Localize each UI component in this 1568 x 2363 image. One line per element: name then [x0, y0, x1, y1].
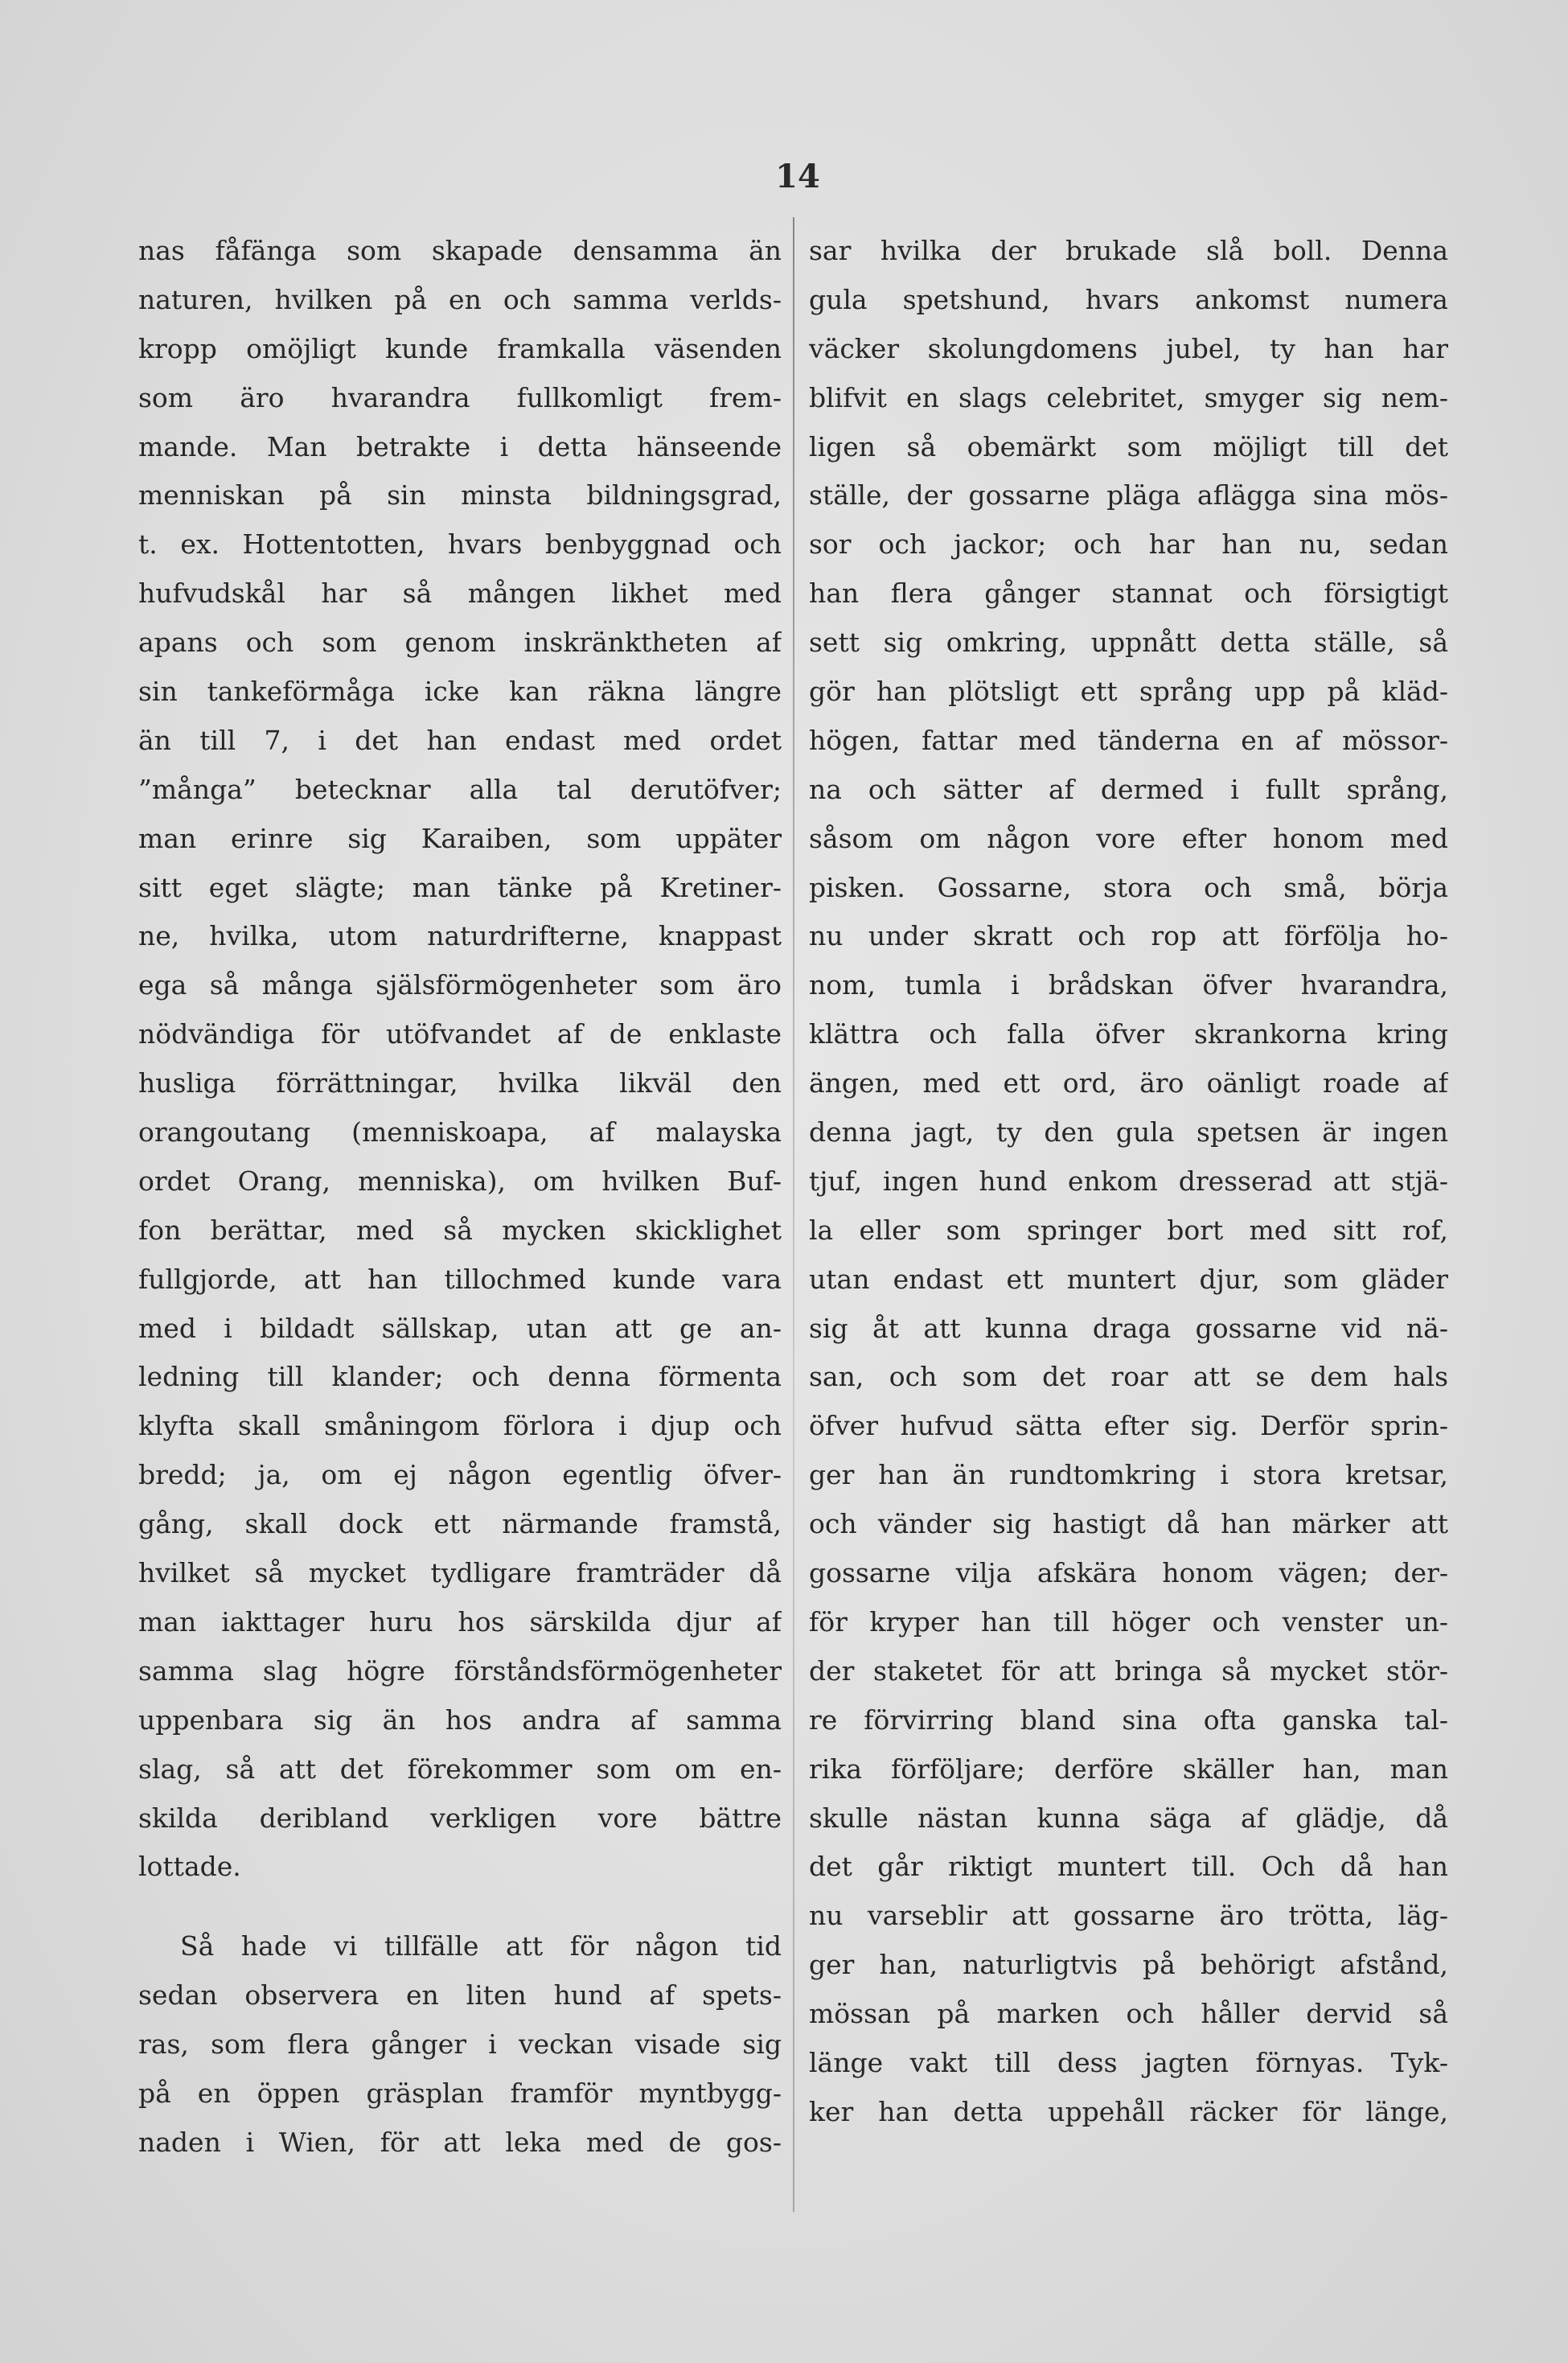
text-line: utan endast ett muntert djur, som gläder [809, 1263, 1448, 1295]
text-line: ordet Orang, menniska), om hvilken Buf- [138, 1165, 782, 1197]
text-line: denna jagt, ty den gula spetsen är ingen [809, 1116, 1448, 1149]
column-divider [793, 217, 794, 2212]
text-line: fon berättar, med så mycken skicklighet [138, 1214, 782, 1246]
text-line: ängen, med ett ord, äro oänligt roade af [809, 1067, 1448, 1099]
text-line: väcker skolungdomens jubel, ty han har [809, 332, 1448, 364]
text-line: san, och som det roar att se dem hals [809, 1361, 1448, 1393]
text-line: sedan observera en liten hund af spets- [138, 1979, 782, 2012]
text-line: öfver hufvud sätta efter sig. Derför sprin- [809, 1410, 1448, 1442]
text-line: ”många” betecknar alla tal derutöfver; [138, 773, 782, 805]
text-line: slag, så att det förekommer som om en- [138, 1753, 782, 1785]
text-line: sett sig omkring, uppnått detta ställe, så [809, 627, 1448, 659]
text-line: samma slag högre förståndsförmögenheter [138, 1654, 782, 1687]
text-line: gossarne vilja afskära honom vägen; der- [809, 1557, 1448, 1589]
text-line: ger han, naturligtvis på behörigt afstånd, [809, 1949, 1448, 1981]
text-line: husliga förrättningar, hvilka likväl den [138, 1067, 782, 1099]
page-number: 14 [775, 158, 820, 195]
text-line: rika förföljare; derföre skäller han, man [809, 1753, 1448, 1785]
text-line: tjuf, ingen hund enkom dresserad att stjä- [809, 1165, 1448, 1197]
text-line: kropp omöjligt kunde framkalla väsenden [138, 332, 782, 364]
text-line: ne, hvilka, utom naturdrifterne, knappast [138, 920, 782, 952]
text-line: ger han än rundtomkring i stora kretsar, [809, 1459, 1448, 1491]
right-column [809, 227, 1448, 2137]
text-line: uppenbara sig än hos andra af samma [138, 1703, 782, 1736]
text-line: la eller som springer bort med sitt rof, [809, 1214, 1448, 1246]
text-line: gång, skall dock ett närmande framstå, [138, 1508, 782, 1540]
paragraph [138, 227, 782, 1892]
text-line: det går riktigt muntert till. Och då han [809, 1851, 1448, 1883]
paragraph [809, 227, 1448, 2137]
text-line: gör han plötsligt ett språng upp på kläd- [809, 676, 1448, 708]
text-line: han flera gånger stannat och försigtigt [809, 577, 1448, 610]
text-line: naturen, hvilken på en och samma verlds- [138, 283, 782, 315]
text-line: Så hade vi tillfälle att för någon tid [180, 1930, 782, 1962]
text-line: mande. Man betrakte i detta hänseende [138, 430, 782, 462]
paragraph-gap [138, 1892, 782, 1922]
text-line: för kryper han till höger och venster un- [809, 1605, 1448, 1638]
text-line: re förvirring bland sina ofta ganska tal- [809, 1703, 1448, 1736]
text-line: man iakttager huru hos särskilda djur af [138, 1605, 782, 1638]
text-line: blifvit en slags celebritet, smyger sig nem- [809, 381, 1448, 413]
text-line: skulle nästan kunna säga af glädje, då [809, 1802, 1448, 1834]
text-line: lottade. [138, 1851, 241, 1883]
text-line: hvilket så mycket tydligare framträder då [138, 1557, 782, 1589]
text-line: sar hvilka der brukade slå boll. Denna [809, 235, 1448, 266]
text-line: ega så många själsförmögenheter som äro [138, 969, 782, 1001]
text-line: sin tankeförmåga icke kan räkna längre [138, 676, 782, 708]
text-line: ställe, der gossarne pläga aflägga sina mös- [809, 479, 1448, 512]
text-line: på en öppen gräsplan framför myntbygg- [138, 2077, 782, 2109]
text-line: ker han detta uppehåll räcker för länge, [809, 2095, 1448, 2127]
paragraph [138, 1922, 782, 2167]
left-column [138, 227, 782, 2168]
text-line: klättra och falla öfver skrankorna kring [809, 1018, 1448, 1050]
text-line: hufvudskål har så mången likhet med [138, 577, 782, 610]
text-line: nödvändiga för utöfvandet af de enklaste [138, 1018, 782, 1050]
text-line: som äro hvarandra fullkomligt frem- [138, 381, 782, 413]
text-line: och vänder sig hastigt då han märker att [809, 1508, 1448, 1540]
text-line: na och sätter af dermed i fullt språng, [809, 773, 1448, 805]
text-line: nom, tumla i brådskan öfver hvarandra, [809, 969, 1448, 1001]
text-line: der staketet för att bringa så mycket stör- [809, 1654, 1448, 1687]
text-line: man erinre sig Karaiben, som uppäter [138, 822, 782, 854]
text-line: mössan på marken och håller dervid så [809, 1998, 1448, 2030]
text-line: fullgjorde, att han tillochmed kunde vara [138, 1263, 782, 1295]
text-line: såsom om någon vore efter honom med [809, 822, 1448, 854]
text-line: nu under skratt och rop att förfölja ho- [809, 920, 1448, 952]
text-line: gula spetshund, hvars ankomst numera [809, 283, 1448, 315]
text-line: nas fåfänga som skapade densamma än [138, 235, 782, 266]
text-line: ligen så obemärkt som möjligt till det [809, 430, 1448, 462]
text-line: nu varseblir att gossarne äro trötta, läg- [809, 1900, 1448, 1932]
text-line: länge vakt till dess jagten förnyas. Tyk- [809, 2046, 1448, 2078]
text-line: menniskan på sin minsta bildningsgrad, [138, 479, 782, 512]
text-line: sig åt att kunna draga gossarne vid nä- [809, 1312, 1448, 1344]
text-line: ras, som flera gånger i veckan visade sig [138, 2028, 782, 2061]
text-line: apans och som genom inskränktheten af [138, 627, 782, 659]
text-line: naden i Wien, för att leka med de gos- [138, 2126, 782, 2158]
text-line: t. ex. Hottentotten, hvars benbyggnad och [138, 528, 782, 561]
text-line: skilda deribland verkligen vore bättre [138, 1802, 782, 1834]
text-line: med i bildadt sällskap, utan att ge an- [138, 1312, 782, 1344]
text-line: högen, fattar med tänderna en af mössor- [809, 724, 1448, 756]
text-line: pisken. Gossarne, stora och små, börja [809, 871, 1448, 903]
text-line: bredd; ja, om ej någon egentlig öfver- [138, 1459, 782, 1491]
text-line: klyfta skall småningom förlora i djup och [138, 1410, 782, 1442]
text-line: sor och jackor; och har han nu, sedan [809, 528, 1448, 561]
text-line: än till 7, i det han endast med ordet [138, 724, 782, 756]
text-line: orangoutang (menniskoapa, af malayska [138, 1116, 782, 1149]
text-line: sitt eget slägte; man tänke på Kretiner- [138, 871, 782, 903]
text-line: ledning till klander; och denna förmenta [138, 1361, 782, 1393]
